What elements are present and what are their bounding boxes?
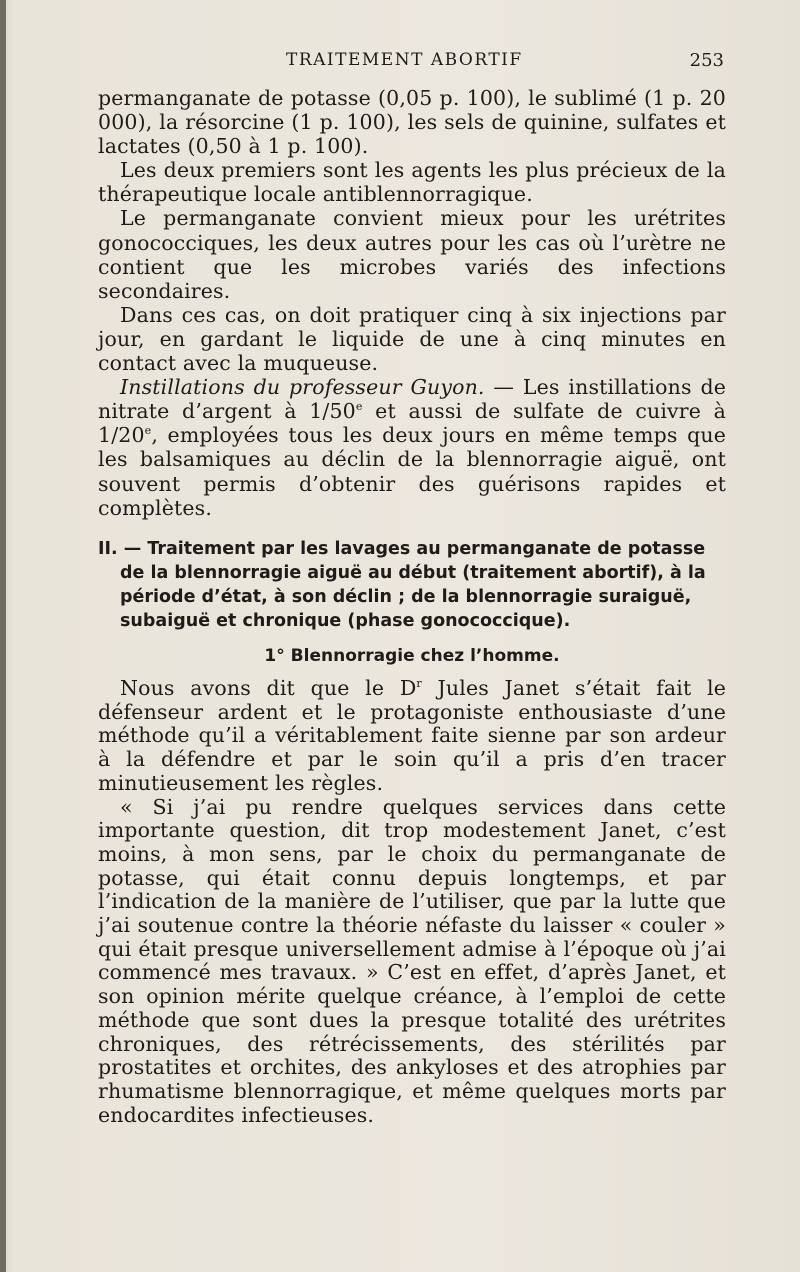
text-span: Nous avons dit que le D (120, 676, 417, 700)
page-binding-edge (0, 0, 6, 1272)
superscript: e (355, 400, 363, 414)
subsection-heading: 1° Blennorragie chez l’homme. (264, 646, 560, 666)
body-text-bottom (98, 677, 726, 1127)
text-span: , employées tous les deux jours en même temps que les balsamiques au déclin de la blennorragie aiguë, ont souvent permis d’obtenir des guérisons rapides et complètes. (98, 423, 726, 520)
italic-title: Instillations du professeur Guyon. (120, 375, 485, 400)
section-heading-text: II. — Traitement par les lavages au permanganate de potasse de la blennorragie aiguë au début (traitement abortif), à la période d’état, à son déclin ; de la blennorragie suraiguë, subaiguë et chronique (phase gonococcique). (98, 539, 706, 631)
paragraph: Le permanganate convient mieux pour les urétrites gonococciques, les deux autres pour les cas où l’urètre ne contient que les microbes variés des infections secondaires. (98, 206, 726, 303)
page-number: 253 (689, 50, 724, 71)
superscript: r (416, 677, 422, 691)
paragraph-continued: permanganate de potasse (0,05 p. 100), le sublimé (1 p. 20 000), la résorcine (1 p. 100), les sels de quinine, sulfates et lactates (0,50 à 1 p. 100). (98, 86, 726, 159)
section-heading (98, 537, 726, 633)
page-header (96, 50, 726, 80)
text-span: — Les instillations de nitrate d’argent à 1/50 (98, 375, 726, 424)
text-span: et aussi de sulfate de cuivre à 1/20 (98, 399, 726, 448)
body-text-top (98, 86, 726, 520)
paragraph-instillations (98, 375, 726, 520)
paragraph: Les deux premiers sont les agents les plus précieux de la thérapeutique locale antiblennorragique. (98, 158, 726, 207)
text-span: Jules Janet s’était fait le défenseur ardent et le protagoniste enthousiaste d’une méthode qu’il a véritablement faite sienne par son ardeur à la défendre et par le soin qu’il a pris d’en tracer minutieusement les règles. (98, 676, 726, 795)
running-title: TRAITEMENT ABORTIF (286, 50, 523, 70)
paragraph-quote: « Si j’ai pu rendre quelques services dans cette importante question, dit trop modestement Janet, c’est moins, à mon sens, par le choix du permanganate de potasse, qui était connu depuis longtemps, et par l’indication de la manière de l’utiliser, que par la lutte que j’ai soutenue contre la théorie néfaste du laisser « couler » qui était presque universellement admise à l’époque où j’ai commencé mes travaux. » C’est en effet, d’après Janet, et son opinion mérite quelque créance, à l’emploi de cette méthode que sont dues la presque totalité des urétrites chroniques, des rétrécissements, des stérilités par prostatites et orchites, des ankyloses et des atrophies par rhumatisme blennorragique, et même quelques morts par endocardites infectieuses. (98, 794, 726, 1127)
paragraph-janet (98, 677, 726, 796)
paragraph: Dans ces cas, on doit pratiquer cinq à six injections par jour, en gardant le liquide de une à cinq minutes en contact avec la muqueuse. (98, 302, 726, 376)
superscript: e (144, 424, 152, 438)
